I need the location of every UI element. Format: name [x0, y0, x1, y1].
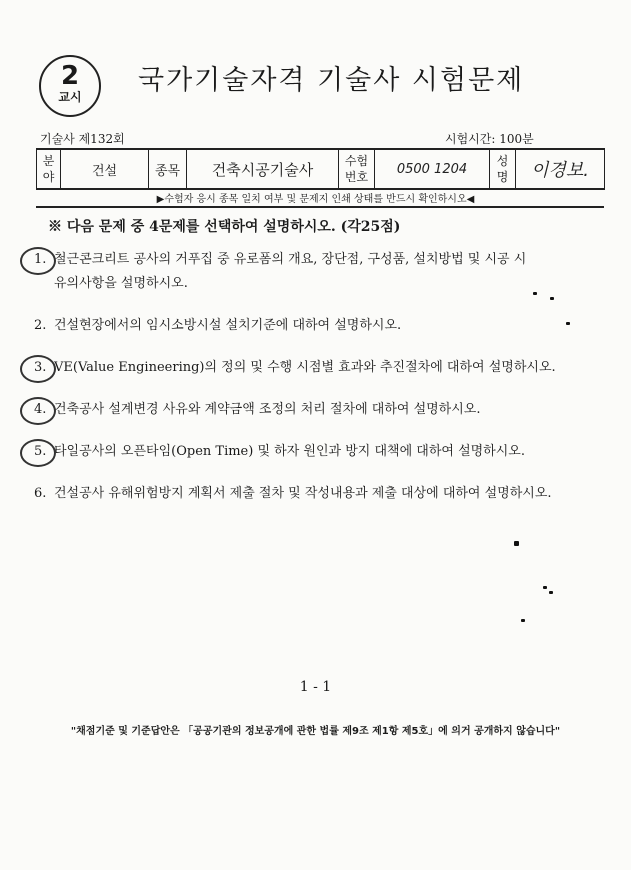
field-value: 건설 — [61, 149, 149, 189]
page-number: 1 - 1 — [299, 679, 332, 695]
notice-text: ▶수험자 응시 종목 일치 여부 및 문제지 인쇄 상태를 반드시 확인하시오◀ — [156, 194, 475, 205]
question-number: 1. — [34, 252, 47, 267]
selection-circle-mark — [20, 397, 56, 425]
question-number: 4. — [34, 402, 47, 417]
scan-speck — [533, 292, 537, 295]
exam-time: 시험시간: 100분 — [445, 132, 534, 146]
scan-speck — [521, 619, 525, 622]
question-text: 타일공사의 오픈타임(Open Time) 및 하자 원인과 방지 대책에 대하여 설명하시오. — [54, 444, 525, 459]
scan-speck — [566, 322, 570, 325]
scan-speck — [514, 541, 519, 546]
question-text: 건설현장에서의 임시소방시설 설치기준에 대하여 설명하시오. — [54, 318, 402, 333]
question-number: 3. — [34, 360, 47, 375]
question-2 — [34, 314, 609, 338]
question-number: 2. — [34, 318, 47, 333]
question-5 — [34, 440, 609, 464]
instruction-text: ※ 다음 문제 중 4문제를 선택하여 설명하시오. (각25점) — [48, 219, 401, 235]
category-label: 종목 — [149, 149, 187, 189]
field-label: 분야 — [37, 149, 61, 189]
question-number: 6. — [34, 486, 47, 501]
scan-speck — [543, 586, 547, 589]
scan-speck — [549, 591, 553, 594]
page-title: 국가기술자격 기술사 시험문제 — [138, 65, 525, 96]
period-number: 2 — [60, 61, 80, 91]
exam-number-value: 0500 1204 — [375, 149, 490, 189]
question-1 — [34, 248, 609, 296]
question-text-continued: 유의사항을 설명하시오. — [54, 276, 188, 291]
question-number: 5. — [34, 444, 47, 459]
question-text: 건축공사 설계변경 사유와 계약금액 조정의 처리 절차에 대하여 설명하시오. — [54, 402, 481, 417]
name-label: 성명 — [490, 149, 516, 189]
question-text: 건설공사 유해위험방지 계획서 제출 절차 및 작성내용과 제출 대상에 대하여 설명하시오. — [54, 486, 552, 501]
question-text: 철근콘크리트 공사의 거푸집 중 유로폼의 개요, 장단점, 구성품, 설치방법 및 시공 시 — [54, 252, 527, 267]
divider — [36, 206, 604, 208]
exam-round: 기술사 제132회 — [40, 132, 125, 146]
name-value: 이경보. — [516, 149, 605, 189]
scan-speck — [550, 297, 554, 300]
selection-circle-mark — [20, 355, 56, 383]
exam-number-label: 수험번호 — [339, 149, 375, 189]
period-label: 교시 — [58, 90, 82, 104]
question-3 — [34, 356, 609, 380]
selection-circle-mark — [20, 247, 56, 275]
category-value: 건축시공기술사 — [187, 149, 339, 189]
selection-circle-mark — [20, 439, 56, 467]
question-6 — [34, 482, 609, 506]
candidate-info-table — [36, 148, 605, 190]
period-badge — [39, 55, 101, 117]
footer-notice: "채점기준 및 기준답안은 「공공기관의 정보공개에 관한 법률 제9조 제1항 제5호」에 의거 공개하지 않습니다" — [70, 726, 561, 737]
question-text: VE(Value Engineering)의 정의 및 수행 시점별 효과와 추진절차에 대하여 설명하시오. — [54, 360, 556, 375]
question-4 — [34, 398, 609, 422]
